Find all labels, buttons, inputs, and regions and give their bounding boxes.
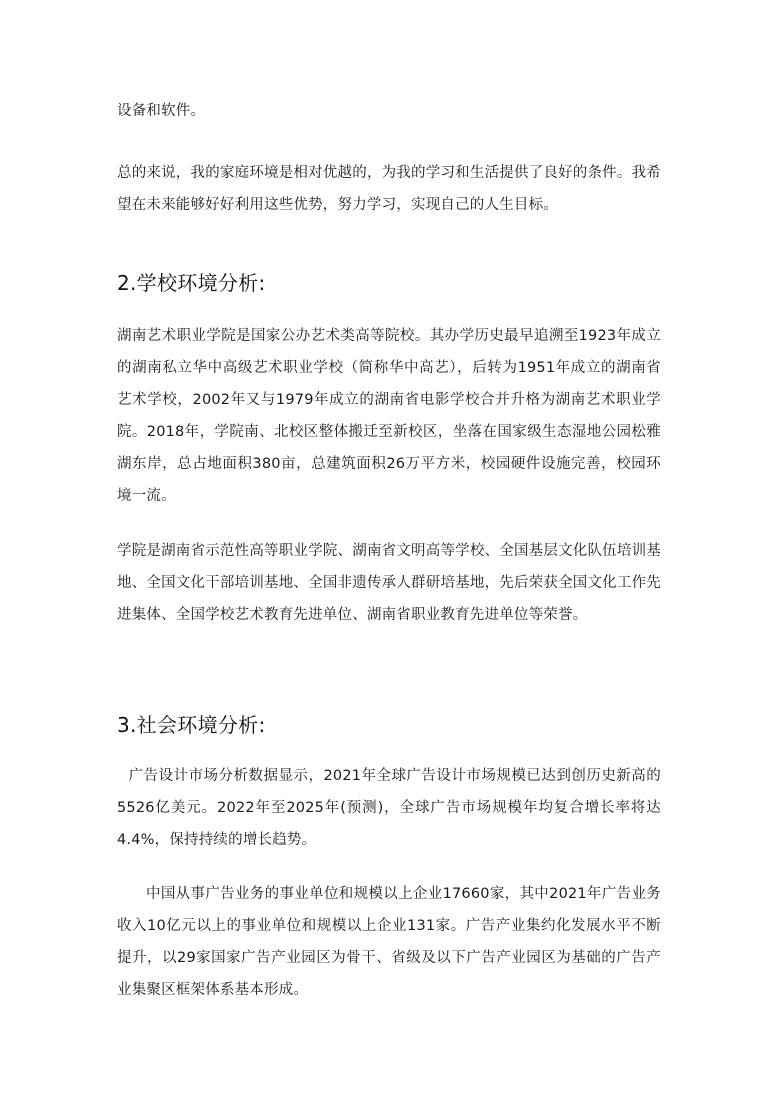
paragraph-home-summary: 总的来说，我的家庭环境是相对优越的，为我的学习和生活提供了良好的条件。我希望在未来能够好好利用这些优势，努力学习，实现自己的人生目标。 <box>117 165 661 213</box>
section-heading-school: 2.学校环境分析: <box>117 271 266 295</box>
paragraph-school-honors: 学院是湖南省示范性高等职业学院、湖南省文明高等学校、全国基层文化队伍培训基地、全国文化干部培训基地、全国非遗传承人群研培基地，先后荣获全国文化工作先进集体、全国学校艺术教育先进单位、湖南省职业教育先进单位等荣誉。 <box>117 543 661 623</box>
paragraph-home-end: 设备和软件。 <box>117 103 206 119</box>
paragraph-social-market: 广告设计市场分析数据显示，2021年全球广告设计市场规模已达到创历史新高的5526亿美元。2022年至2025年(预测)，全球广告市场规模年均复合增长率将达4.4%，保持持续的增长趋势。 <box>117 768 661 848</box>
paragraph-social-china: 中国从事广告业务的事业单位和规模以上企业17660家，其中2021年广告业务收入10亿元以上的事业单位和规模以上企业131家。广告产业集约化发展水平不断提升，以29家国家广告产业园区为骨干、省级及以下广告产业园区为基础的广告产业集聚区框架体系基本形成。 <box>117 886 661 998</box>
paragraph-school-intro: 湖南艺术职业学院是国家公办艺术类高等院校。其办学历史最早追溯至1923年成立的湖南私立华中高级艺术职业学校（简称华中高艺），后转为1951年成立的湖南省艺术学校，2002年又与1979年成立的湖南省电影学校合并升格为湖南艺术职业学院。2018年，学院南、北校区整体搬迁至新校区，坐落在国家级生态湿地公园松雅湖东岸，总占地面积380亩，总建筑面积26万平方米，校园硬件设施完善，校园环境一流。 <box>117 328 661 504</box>
section-heading-social: 3.社会环境分析: <box>117 713 266 737</box>
